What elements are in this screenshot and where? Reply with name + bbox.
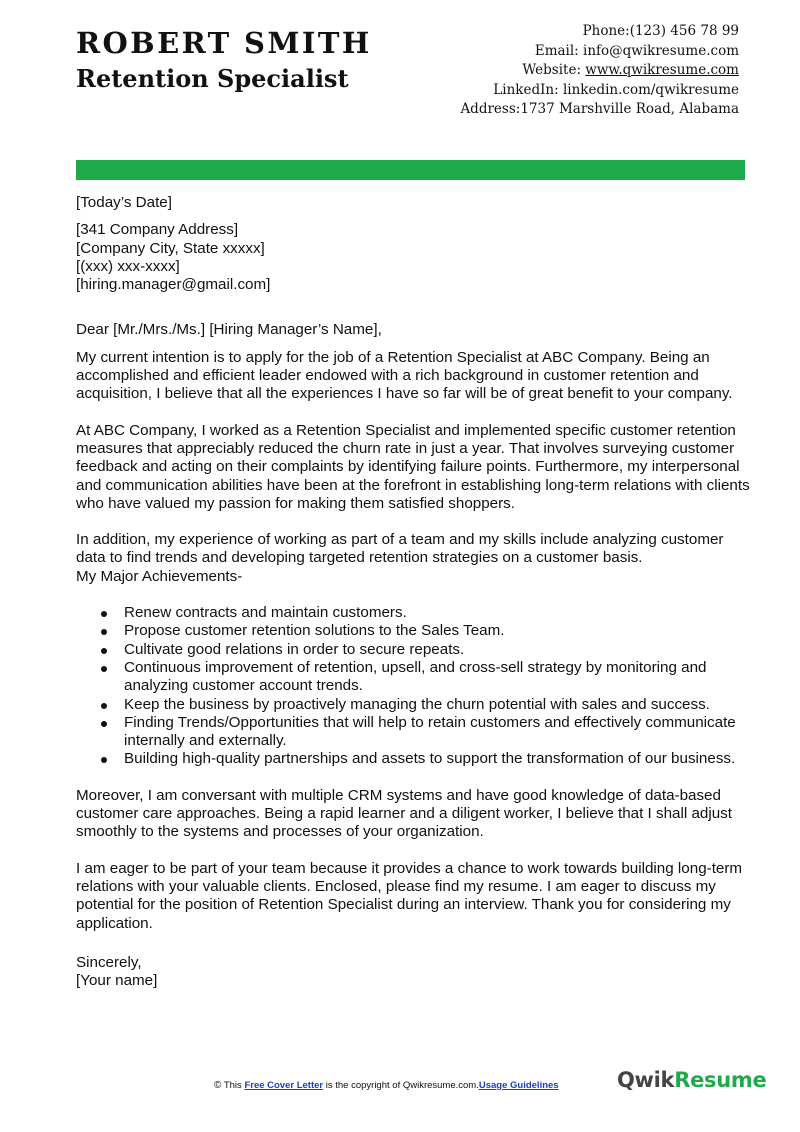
free-cover-letter-link[interactable]: Free Cover Letter: [244, 1080, 324, 1091]
list-item: Continuous improvement of retention, upsell, and cross-sell strategy by monitoring and analyzing customer account trends.: [76, 659, 756, 696]
list-item: Building high-quality partnerships and assets to support the transformation of our business.: [76, 750, 756, 768]
contact-address: Address:1737 Marshville Road, Alabama: [460, 101, 739, 117]
bullet-icon: [101, 757, 107, 763]
paragraph-crm: Moreover, I am conversant with multiple CRM systems and have good knowledge of data-based customer care approaches. Being a rapid learner and a diligent worker, I believe that I shall adjust smoothly to the systems and processes of your organization.: [76, 786, 732, 841]
closing-word: Sincerely,: [76, 953, 142, 971]
list-item: Propose customer retention solutions to the Sales Team.: [76, 622, 756, 640]
recipient-line: [(xxx) xxx-xxxx]: [76, 257, 180, 275]
contact-website: [439, 61, 739, 81]
list-item: Renew contracts and maintain customers.: [76, 604, 756, 622]
paragraph-intro: My current intention is to apply for the job of a Retention Specialist at ABC Company. Being an accomplished and efficient leader endowed with a rich background in customer retention and acquisition, I believe that all the experiences I have so far will be of great benefit to your company.: [76, 348, 733, 403]
letter-date: [Today’s Date]: [76, 194, 172, 211]
list-item: Cultivate good relations in order to secure repeats.: [76, 641, 756, 659]
copyright-icon: ©: [214, 1080, 222, 1091]
list-item: Finding Trends/Opportunities that will help to retain customers and effectively communicate internally and externally.: [76, 714, 756, 751]
contact-phone: Phone:(123) 456 78 99: [582, 23, 739, 39]
applicant-title: Retention Specialist: [76, 64, 349, 93]
recipient-line: [341 Company Address]: [76, 221, 239, 239]
qwikresume-logo: QwikResume: [617, 1068, 767, 1092]
bullet-icon: [101, 611, 107, 617]
list-item: Keep the business by proactively managing the churn potential with sales and success.: [76, 696, 756, 714]
website-label: Website:: [522, 62, 586, 78]
bullet-icon: [101, 629, 107, 635]
recipient-line: [hiring.manager@gmail.com]: [76, 276, 271, 294]
website-link[interactable]: www.qwikresume.com: [585, 62, 739, 78]
bullet-icon: [101, 703, 107, 709]
contact-email: Email: info@qwikresume.com: [534, 42, 739, 59]
bullet-icon: [101, 666, 107, 672]
contact-linkedin: LinkedIn: linkedin.com/qwikresume: [493, 81, 739, 98]
footer-copyright: © This Free Cover Letter is the copyright of Qwikresume.com.Usage Guidelines: [214, 1080, 559, 1091]
signature-placeholder: [Your name]: [76, 972, 158, 990]
achievements-heading: My Major Achievements-: [76, 567, 243, 585]
paragraph-experience: At ABC Company, I worked as a Retention Specialist and implemented specific customer retention measures that appreciably reduced the churn rate in just a year. That involves surveying customer feedback and acting on their complaints by identifying failure points. Furthermore, my interpersonal and communication abilities have been at the forefront in establishing long-term relations with clients who have valued my passion for making them satisfied shoppers.: [76, 421, 750, 512]
recipient-block: [76, 221, 756, 294]
paragraph-skills: In addition, my experience of working as part of a team and my skills include analyzing customer data to find trends and developing targeted retention strategies on a customer basis.: [76, 531, 724, 567]
contact-block: [439, 22, 739, 120]
accent-divider-bar: [76, 160, 745, 180]
recipient-line: [Company City, State xxxxx]: [76, 239, 265, 257]
salutation: Dear [Mr./Mrs./Ms.] [Hiring Manager’s Name],: [76, 321, 382, 339]
achievements-list: [76, 604, 756, 769]
applicant-name: ROBERT SMITH: [76, 26, 372, 60]
paragraph-closing: I am eager to be part of your team because it provides a chance to work towards building long-term relations with your valuable clients. Enclosed, please find my resume. I am eager to discuss my potential for the position of Retention Specialist during an interview. Thank you for considering my application.: [76, 859, 743, 932]
usage-guidelines-link[interactable]: Usage Guidelines: [478, 1080, 559, 1091]
letter-body: [76, 194, 756, 990]
bullet-icon: [101, 721, 107, 727]
bullet-icon: [101, 648, 107, 654]
